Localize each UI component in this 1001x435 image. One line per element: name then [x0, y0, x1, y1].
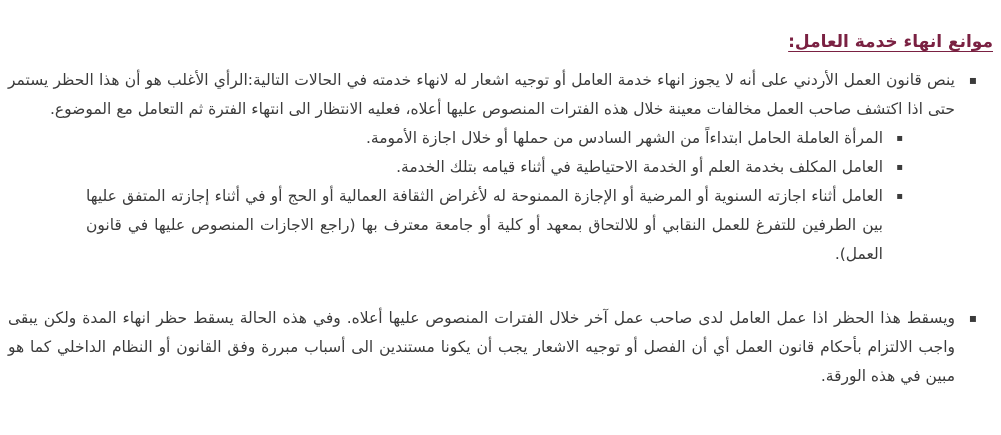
bullet-termination-prohibition [8, 66, 955, 269]
main-bullet-list [8, 66, 993, 269]
sub-item-military-service: ▪ العامل المكلف بخدمة العلم أو الخدمة الاحتياطية في أثناء قيامه بتلك الخدمة. [86, 153, 883, 182]
second-bullet-list [8, 304, 993, 391]
paragraph-gap [8, 269, 993, 304]
sub-item-pregnant-worker: ▪ المرأة العاملة الحامل ابتداءاً من الشهر السادس من حملها أو خلال اجازة الأمومة. [86, 124, 883, 153]
sub-bullet-list [8, 124, 955, 269]
sub-item-leave: ▪ العامل أثناء اجازته السنوية أو المرضية أو الإجازة الممنوحة له لأغراض الثقافة العمالية أو الحج أو في أثناء إجازته المتفق عليها بين الطرفين للتفرغ للعمل النقابي أو للالتحاق بمعهد أو كلية أو جامعة معترف بها (راجع الاجازات المنصوص عليها في قانون العمل). [86, 182, 883, 269]
bullet-prohibition-lapse [8, 304, 955, 391]
bullet-one-text: ينص قانون العمل الأردني على أنه لا يجوز انهاء خدمة العامل أو توجيه اشعار له لانهاء خدمته في الحالات التالية:الرأي الأغلب هو أن هذا الحظر يستمر حتى اذا اكتشف صاحب العمل مخالفات معينة خلال هذه الفترات المنصوص عليها أعلاه، فعليه الانتظار الى انتهاء الفترة ثم التعامل مع الموضوع. [8, 71, 955, 118]
bullet-two-text: ويسقط هذا الحظر اذا عمل العامل لدى صاحب عمل آخر خلال الفترات المنصوص عليها أعلاه. وفي هذه الحالة يسقط حظر انهاء المدة ولكن يبقى واجب الالتزام بأحكام قانون العمل أي أن الفصل أو توجيه الاشعار يجب أن يكونا مستندين الى أسباب مبررة وفق القانون أو النظام الداخلي كما هو مبين في هذه الورقة. [8, 309, 955, 385]
section-heading: موانع انهاء خدمة العامل: [788, 32, 993, 52]
